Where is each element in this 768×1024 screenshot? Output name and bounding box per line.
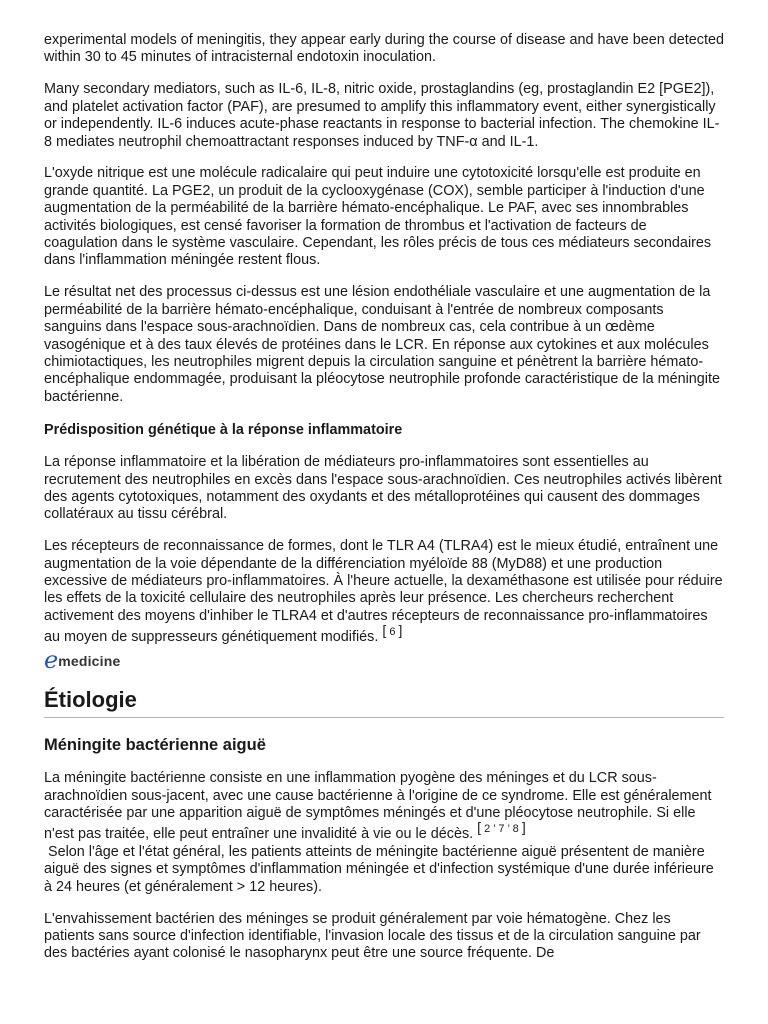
citation-2-7-8[interactable]: [ 2 ’ 7 ’ 8 ] [477,819,526,836]
paragraph-pattern-receptors [44,538,724,646]
age-condition-text: Selon l'âge et l'état général, les patients atteints de méningite bactérienne aiguë présentent de manière aiguë des signes et symptômes d'inflammation méningée et d'infection systémique d'une durée inférieure à 24 heures (et généralement > 12 heures). [44,843,714,895]
paragraph-bacterial-meningitis [44,770,724,896]
subsection-title-acute-bacterial-meningitis: Méningite bactérienne aiguë [44,735,266,754]
paragraph-inflammatory-response: La réponse inflammatoire et la libération de médiateurs pro-inflammatoires sont essentielles au recrutement des neutrophiles en excès dans l'espace sous-arachnoïdien. Ces neutrophiles activés libèrent des agents cytotoxiques, notamment des oxydants et des métalloprotéines qui causent des dommages collatéraux au tissu cérébral. [44,454,722,523]
citation-7[interactable]: 7 [498,823,505,836]
genetic-subheading: Prédisposition génétique à la réponse inflammatoire [44,422,403,439]
citation-8[interactable]: 8 [512,823,519,836]
emedicine-logo [44,645,724,674]
paragraph-bacterial-invasion: L'envahissement bactérien des méninges se produit généralement par voie hématogène. Chez les patients sans source d'infection identifiable, l'invasion locale des tissus et de la circulation sanguine par des bactéries ayant colonisé le nasopharynx peut être une source fréquente. De [44,910,701,962]
emedicine-logo-e: e [44,645,59,674]
citation-6[interactable]: [ 6 ] [382,622,403,639]
paragraph-endotoxin: experimental models of meningitis, they appear early during the course of disease and have been detected within 30 to 45 minutes of intracisternal endotoxin inoculation. [44,32,724,66]
paragraph-nitric-oxide: L'oxyde nitrique est une molécule radicalaire qui peut induire une cytotoxicité lorsqu'elle est produite en grande quantité. La PGE2, un produit de la cyclooxygénase (COX), semble participer à l'induction d'une augmentation de la perméabilité de la barrière hémato-encéphalique. Le PAF, avec ses innombrables activités biologiques, est censé favoriser la formation de thrombus et l'activation de facteurs de coagulation dans le système vasculaire. Cependant, les rôles précis de tous ces médiateurs secondaires dans l'inflammation méningée restent flous. [44,165,712,269]
section-title-etiologie: Étiologie [44,685,724,718]
citation-6-number[interactable]: 6 [389,626,396,639]
pattern-receptors-text: Les récepteurs de reconnaissance de formes, dont le TLR A4 (TLRA4) est le mieux étudié, entraînent une augmentation de la voie dépendante de la différenciation myéloïde 88 (MyD88) et une production excessive de médiateurs pro-inflammatoires. À l'heure actuelle, la dexaméthasone est utilisée pour réduire les effets de la toxicité cellulaire des neutrophiles après leur présence. Les chercheurs recherchent activement des moyens d'inhiber le TLRA4 et d'autres récepteurs de reconnaissance pro-inflammatoires au moyen de suppresseurs génétiquement modifiés. [44,538,723,646]
paragraph-secondary-mediators: Many secondary mediators, such as IL-6, IL-8, nitric oxide, prostaglandins (eg, prostaglandin E2 [PGE2]), and platelet activation factor (PAF), are presumed to amplify this inflammatory event, either synergistically or independently. IL-6 induces acute-phase reactants in response to bacterial infection. The chemokine IL-8 mediates neutrophil chemoattractant responses induced by TNF-α and IL-1. [44,81,720,150]
emedicine-logo-text: medicine [58,652,121,669]
paragraph-net-result: Le résultat net des processus ci-dessus est une lésion endothéliale vasculaire et une augmentation de la perméabilité de la barrière hémato-encéphalique, conduisant à l'entrée de nombreux composants sanguins dans l'espace sous-arachnoïdien. Dans de nombreux cas, cela contribue à un œdème vasogénique et à des taux élevés de protéines dans le LCR. En réponse aux cytokines et aux molécules chimiotactiques, les neutrophiles migrent depuis la circulation sanguine et pénètrent la barrière hémato-encéphalique endommagée, produisant la pléocytose neutrophile profonde caractéristique de la méningite bactérienne. [44,284,721,405]
bacterial-meningitis-text: La méningite bactérienne consiste en une inflammation pyogène des méninges et du LCR sous-arachnoïdien sous-jacent, avec une cause bactérienne à l'origine de ce syndrome. Elle est généralement caractérisée par une apparition aiguë de symptômes méningés et d'une pléocytose neutrophile. Si elle n'est pas traitée, elle peut entraîner une invalidité à vie ou le décès. [44,770,712,843]
citation-2[interactable]: 2 [484,823,491,836]
